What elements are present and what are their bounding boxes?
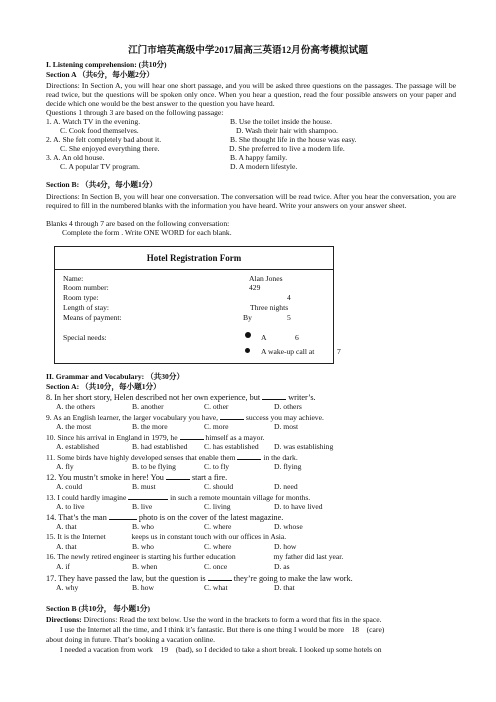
bullet-icon xyxy=(245,332,251,338)
part1-section-a-directions: Directions: In Section A, you will hear one short passage, and you will be asked three questions on the passages. The passage will be read twice, but the questions will be spoken only once. When you hear a question, read the four possible answers on your paper and decide which one would be the best answer to the question you have heard. xyxy=(46,81,456,108)
option: A. the most xyxy=(56,422,92,431)
form-row-value: Alan Jones xyxy=(249,274,283,283)
form-row-label: Length of stay: xyxy=(63,303,109,312)
question-stem: 12. You mustn’t smoke in here! You start a fire. xyxy=(46,473,228,482)
option: B. how xyxy=(132,583,154,592)
option: D. flying xyxy=(274,462,302,471)
q2-option-b: B. She thought life in the house was easy. xyxy=(230,135,357,144)
option: B. when xyxy=(132,562,158,571)
option: C. once xyxy=(204,562,228,571)
question-stem: 15. It is the Internet keeps us in constant touch with our offices in Asia. xyxy=(46,532,287,541)
option: C. should xyxy=(204,482,234,491)
form-row-value: 429 xyxy=(249,283,261,292)
q3-option-c: C. A popular TV program. xyxy=(60,162,140,171)
q2-option-c: C. She enjoyed everything there. xyxy=(60,144,160,153)
form-row-value: Three nights xyxy=(250,303,289,312)
part1-section-b-instruction: Complete the form . Write ONE WORD for each blank. xyxy=(62,228,232,237)
passage-line: I needed a vacation from work 19 (bad), so I decided to take a short break. I looked up some hotels on xyxy=(60,645,382,654)
question-stem: 11. Some birds have highly developed senses that enable them in the dark. xyxy=(46,453,298,462)
passage-line: about doing in future. That’s booking a vacation online. xyxy=(46,635,215,644)
form-row-label: Room type: xyxy=(63,293,99,302)
q3-option-a: 3. A. An old house. xyxy=(46,153,105,162)
option: D. was establishing xyxy=(274,442,334,451)
form-special-need-2: A wake-up call at xyxy=(261,347,315,356)
option: B. who xyxy=(132,542,154,551)
option: B. who xyxy=(132,522,154,531)
answer-blank xyxy=(109,512,137,520)
q1-option-b: B. Use the toilet inside the house. xyxy=(230,117,333,126)
option: D. as xyxy=(274,562,290,571)
answer-blank xyxy=(208,573,232,581)
part2-section-b-heading: Section B (共10分， 每小题1分) xyxy=(46,604,150,613)
option: B. the more xyxy=(132,422,168,431)
q2-option-a: 2. A. She felt completely bad about it. xyxy=(46,135,162,144)
part1-section-b-heading: Section B: （共4分，每小题1分） xyxy=(46,180,157,189)
option: D. others xyxy=(274,402,302,411)
question-stem: 9. As an English learner, the larger vocabulary you have, success you may achieve. xyxy=(46,413,324,422)
option: A. established xyxy=(56,442,100,451)
option: D. to have lived xyxy=(274,502,323,511)
answer-blank xyxy=(237,452,261,460)
option: D. how xyxy=(274,542,297,551)
question-stem: 17. They have passed the law, but the question is they’re going to make the law work. xyxy=(46,574,353,583)
answer-blank xyxy=(128,492,168,500)
q1-option-d: D. Wash their hair with shampoo. xyxy=(236,126,338,135)
question-stem: 16. The newly retired engineer is starting his further education my father did last year. xyxy=(46,552,344,561)
option: A. fly xyxy=(56,462,74,471)
form-row-label: Means of payment: xyxy=(63,313,122,322)
option: A. that xyxy=(56,542,77,551)
option: C. what xyxy=(204,583,228,592)
option: C. more xyxy=(204,422,229,431)
form-special-need-1: A xyxy=(261,333,267,342)
q2-option-d: D. She preferred to live a modern life. xyxy=(229,144,345,153)
q1-option-a: 1. A. Watch TV in the evening. xyxy=(46,117,141,126)
option: C. where xyxy=(204,542,232,551)
bullet-icon xyxy=(245,348,250,353)
option: D. need xyxy=(274,482,298,491)
form-row-value: By xyxy=(243,313,252,322)
option: B. to be flying xyxy=(132,462,176,471)
option: A. to live xyxy=(56,502,85,511)
option: A. could xyxy=(56,482,83,491)
part2-heading: II. Grammar and Vocabulary: （共30分） xyxy=(46,372,185,381)
option: D. whose xyxy=(274,522,303,531)
option: C. other xyxy=(204,402,229,411)
part2-section-b-directions: Directions: Directions: Read the text below. Use the word in the brackets to form a word that fits in the space. xyxy=(46,615,382,624)
part1-section-b-directions: Directions: In Section B, you will hear one conversation. The conversation will be read twice. After you hear the conversation, you are required to fill in the numbered blanks with the information you have heard. Write your answers on your answer sheet. xyxy=(46,192,456,210)
option: C. to fly xyxy=(204,462,230,471)
option: B. must xyxy=(132,482,156,491)
option: B. another xyxy=(132,402,164,411)
option: A. that xyxy=(56,522,77,531)
option: D. most xyxy=(274,422,299,431)
answer-blank xyxy=(166,472,190,480)
form-blank-number: 7 xyxy=(337,347,341,356)
form-blank-number: 6 xyxy=(295,333,299,342)
answer-blank xyxy=(108,532,130,539)
form-blank-number: 5 xyxy=(287,313,291,322)
answer-blank xyxy=(238,552,272,559)
question-stem: 14. That’s the man photo is on the cover of the latest magazine. xyxy=(46,513,284,522)
q3-option-d: D. A modern lifestyle. xyxy=(230,162,298,171)
form-special-needs-label: Special needs: xyxy=(63,333,107,342)
question-stem: 10. Since his arrival in England in 1979, he himself as a mayor. xyxy=(46,433,265,442)
part1-section-a-range: Questions 1 through 3 are based on the following passage: xyxy=(46,108,224,117)
option: D. that xyxy=(274,583,295,592)
option: C. has established xyxy=(204,442,259,451)
part1-section-b-range: Blanks 4 through 7 are based on the following conversation: xyxy=(46,219,230,228)
q1-option-c: C. Cook food themselves. xyxy=(60,126,139,135)
option: A. the others xyxy=(56,402,96,411)
hotel-registration-form xyxy=(54,246,341,364)
option: B. live xyxy=(132,502,153,511)
option: A. why xyxy=(56,583,79,592)
question-stem: 13. I could hardly imagine in such a remote mountain village for months. xyxy=(46,493,311,502)
question-stem: 8. In her short story, Helen described not her own experience, but writer’s. xyxy=(46,393,316,402)
answer-blank xyxy=(180,432,204,440)
option: B. had established xyxy=(132,442,188,451)
answer-blank xyxy=(220,412,244,420)
exam-title: 江门市培英高级中学2017届高三英语12月份高考模拟试题 xyxy=(128,45,368,56)
part1-heading: I. Listening comprehension: (共10分) xyxy=(46,60,167,69)
part1-section-a-heading: Section A （共6分，每小题2分） xyxy=(46,70,155,79)
form-row-label: Name: xyxy=(63,274,84,283)
option: C. living xyxy=(204,502,231,511)
form-row-label: Room number: xyxy=(63,283,109,292)
option: A. if xyxy=(56,562,70,571)
q3-option-b: B. A happy family. xyxy=(230,153,288,162)
form-title: Hotel Registration Form xyxy=(55,247,333,270)
option: C. where xyxy=(204,522,232,531)
form-blank-number: 4 xyxy=(287,293,291,302)
answer-blank xyxy=(262,392,286,400)
part2-section-a-heading: Section A: （共10分，每小题1分） xyxy=(46,382,161,391)
passage-line: I use the Internet all the time, and I think it’s fantastic. But there is one thing I would be more 18 (care) xyxy=(60,625,385,634)
